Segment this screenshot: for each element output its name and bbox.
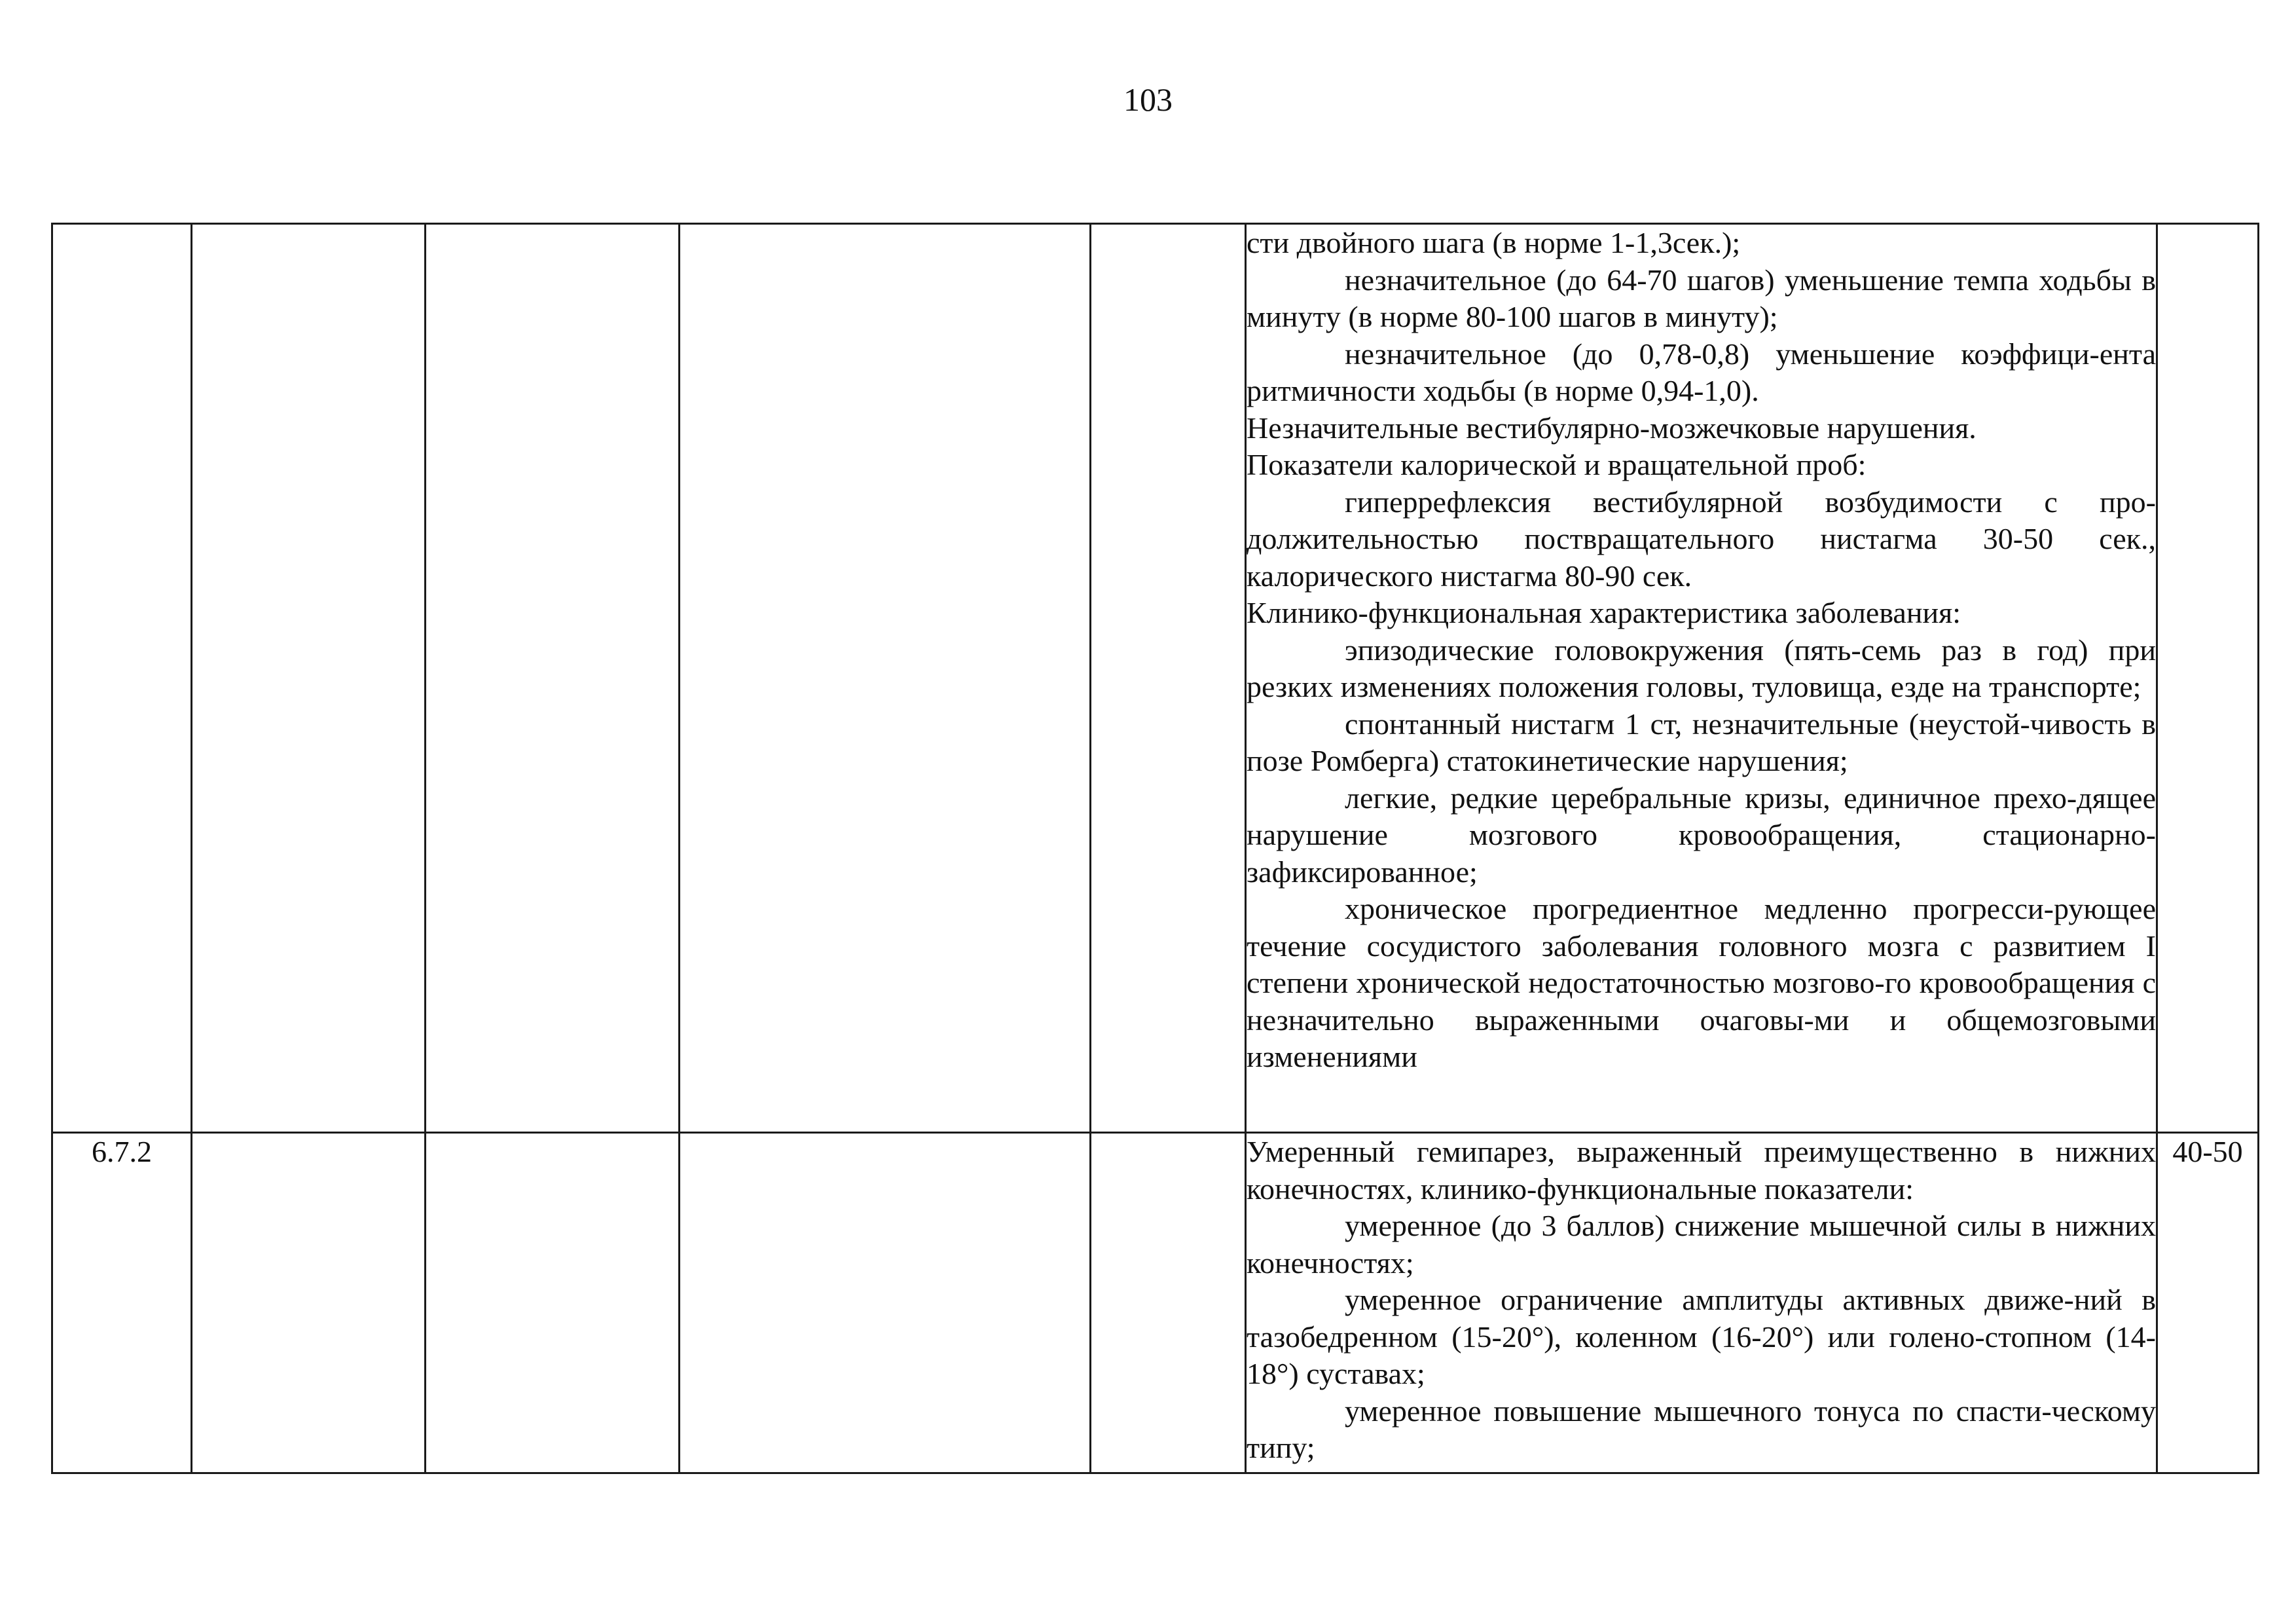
description-cell [1246, 1133, 2157, 1473]
code-cell: 6.7.2 [52, 1133, 192, 1473]
empty-cell [426, 1133, 680, 1473]
criteria-table [51, 223, 2259, 1474]
description-paragraph: спонтанный нистагм 1 ст, незначительные (неустой-чивость в позе Ромберга) статокинетические нарушения; [1247, 707, 2156, 777]
description-paragraph: сти двойного шага (в норме 1-1,3сек.); [1247, 226, 1741, 259]
code-cell [52, 224, 192, 1133]
description-paragraph: незначительное (до 64-70 шагов) уменьшение темпа ходьбы в минуту (в норме 80-100 шагов в минуту); [1247, 263, 2156, 333]
description-paragraph: незначительное (до 0,78-0,8) уменьшение коэффици-ента ритмичности ходьбы (в норме 0,94-1,0). [1247, 337, 2156, 407]
description-paragraph: хроническое прогредиентное медленно прогресси-рующее течение сосудистого заболевания головного мозга с развитием I степени хронической недостаточностью мозгово-го кровообращения с незначительно выраженными очаговы-ми и общемозговыми изменениями [1247, 892, 2156, 1073]
page-number: 103 [1123, 81, 1173, 118]
description-paragraph: легкие, редкие церебральные кризы, единичное прехо-дящее нарушение мозгового кровообращения, стационарно-зафиксированное; [1247, 781, 2156, 889]
description-paragraph: Незначительные вестибулярно-мозжечковые нарушения. [1247, 411, 1977, 445]
description-paragraph: умеренное ограничение амплитуды активных движе-ний в тазобедренном (15-20°), коленном (16-20°) или голено-стопном (14-18°) суставах; [1247, 1283, 2156, 1390]
empty-cell [192, 224, 426, 1133]
description-paragraph: умеренное (до 3 баллов) снижение мышечной силы в нижних конечностях; [1247, 1209, 2156, 1280]
description-paragraph: Клинико-функциональная характеристика заболевания: [1247, 596, 1961, 629]
table-row [52, 1133, 2259, 1473]
percent-cell: 40-50 [2157, 1133, 2259, 1473]
description-paragraph: гиперрефлексия вестибулярной возбудимости с про-должительностью поствращательного нистагма 30-50 сек., калорического нистагма 80-90 сек. [1247, 485, 2156, 593]
empty-cell [1091, 224, 1246, 1133]
description-paragraph: Показатели калорической и вращательной проб: [1247, 448, 1867, 481]
empty-cell [680, 1133, 1091, 1473]
description-paragraph: эпизодические головокружения (пять-семь раз в год) при резких изменениях положения головы, туловища, езде на транспорте; [1247, 633, 2156, 703]
empty-cell [1091, 1133, 1246, 1473]
percent-cell [2157, 224, 2259, 1133]
empty-cell [426, 224, 680, 1133]
table-row [52, 224, 2259, 1133]
description-paragraph: Умеренный гемипарез, выраженный преимущественно в нижних конечностях, клинико-функциональные показатели: [1247, 1135, 2156, 1206]
empty-cell [192, 1133, 426, 1473]
description-paragraph: умеренное повышение мышечного тонуса по спасти-ческому типу; [1247, 1393, 2156, 1464]
description-cell [1246, 224, 2157, 1133]
empty-cell [680, 224, 1091, 1133]
